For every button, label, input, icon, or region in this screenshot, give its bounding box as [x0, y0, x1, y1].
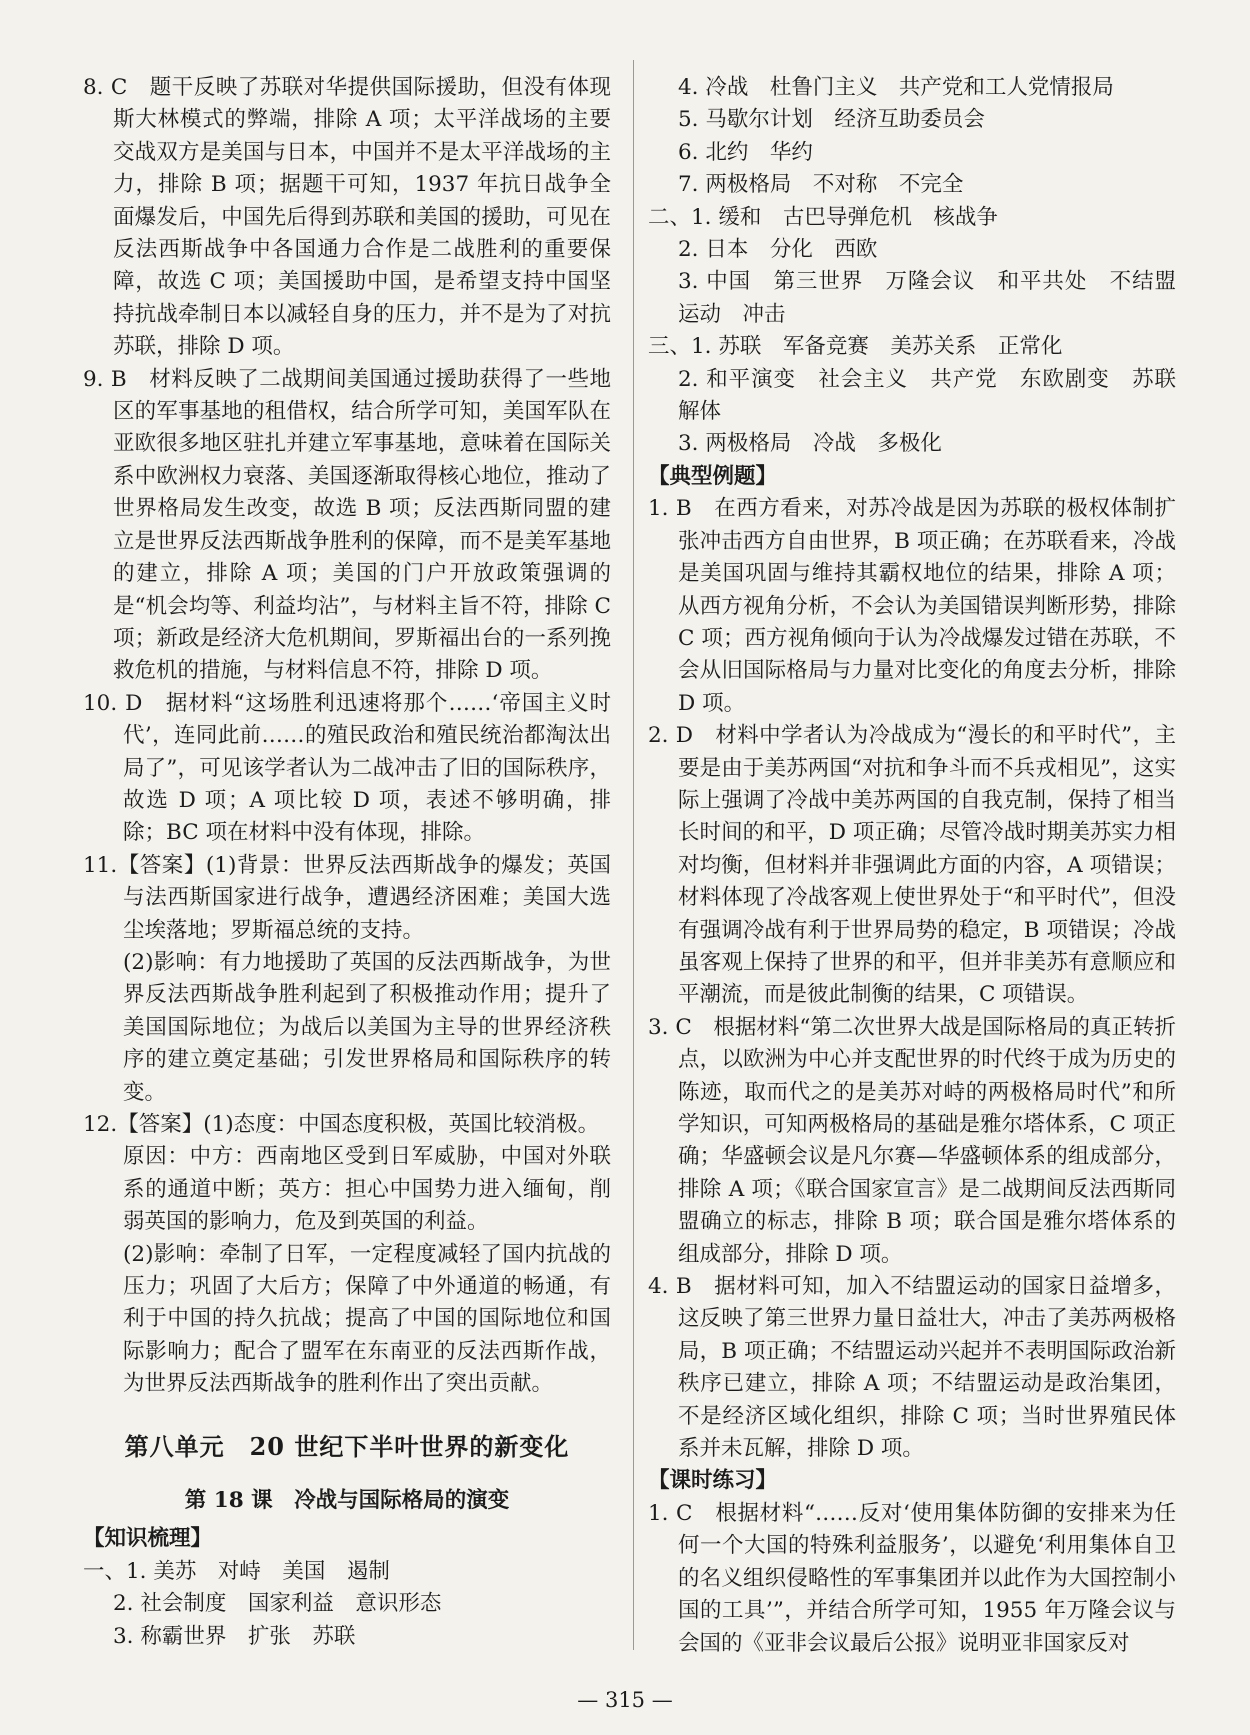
knowledge-item: 7. 两极格局 不对称 不完全 [678, 172, 964, 198]
knowledge-item: 3. 称霸世界 扩张 苏联 [113, 1623, 356, 1649]
answer-q11-part2: (2)影响：有力地援助了英国的反法西斯战争，为世界反法西斯战争胜利起到了积极推动作用；提升了美国国际地位；为战后以美国为主导的世界经济秩序的建立奠定基础；引发世界格局和国际秩序的转变。 [123, 949, 611, 1105]
example-answer-4: 4. B 据材料可知，加入不结盟运动的国家日益增多，这反映了第三世界力量日益壮大，冲击了美苏两极格局，B 项正确；不结盟运动兴起并不表明国际政治新秩序已建立，排除 A 项；不结盟运动是政治集团，不是经济区域化组织，排除 C 项；当时世界殖民体系并未瓦解，排除 D 项。 [648, 1274, 1176, 1462]
knowledge-item: 3. 两极格局 冷战 多极化 [678, 431, 942, 457]
knowledge-item: 三、1. 苏联 军备竞赛 美苏关系 正常化 [648, 334, 1063, 360]
knowledge-item: 二、1. 缓和 古巴导弹危机 核战争 [648, 204, 998, 230]
answer-q12-part3: (2)影响：牵制了日军，一定程度减轻了国内抗战的压力；巩固了大后方；保障了中外通道的畅通，有利于中国的持久抗战；提高了中国的国际地位和国际影响力；配合了盟军在东南亚的反法西斯作战，为世界反法西斯战争的胜利作出了突出贡献。 [123, 1241, 611, 1397]
answer-q11-part1: 11.【答案】(1)背景：世界反法西斯战争的爆发；英国与法西斯国家进行战争，遭遇经济困难；美国大选尘埃落地；罗斯福总统的支持。 [83, 852, 611, 943]
page-number: — 315 — [577, 1688, 673, 1712]
answer-q12-part1: 12.【答案】(1)态度：中国态度积极，英国比较消极。 [83, 1112, 600, 1137]
answer-q9: 9. B 材料反映了二战期间美国通过援助获得了一些地区的军事基地的租借权，结合所学可知，美国军队在亚欧很多地区驻扎并建立军事基地，意味着在国际关系中欧洲权力衰落、美国逐渐取得核心地位，推动了世界格局发生改变，故选 B 项；反法西斯同盟的建立是世界反法西斯战争胜利的保障，而不是美军基地的建立，排除 A 项；美国的门户开放政策强调的是“机会均等、利益均沾”，与材料主旨不符，排除 C 项；新政是经济大危机期间，罗斯福出台的一系列挽救危机的措施，与材料信息不符，排除 D 项。 [83, 366, 611, 684]
example-answer-3: 3. C 根据材料“第二次世界大战是国际格局的真正转折点，以欧洲为中心并支配世界的时代终于成为历史的陈迹，取而代之的是美苏对峙的两极格局时代”和所学知识，可知两极格局的基础是雅尔塔体系，C 项正确；华盛顿会议是凡尔赛—华盛顿体系的组成部分，排除 A 项；《联合国家宣言》是二战期间反法西斯同盟确立的标志，排除 B 项；联合国是雅尔塔体系的组成部分，排除 D 项。 [648, 1014, 1176, 1267]
knowledge-item: 一、1. 美苏 对峙 美国 遏制 [83, 1558, 390, 1584]
answer-q8: 8. C 题干反映了苏联对华提供国际援助，但没有体现斯大林模式的弊端，排除 A 项；太平洋战场的主要交战双方是美国与日本，中国并不是太平洋战场的主力，排除 B 项；据题干可知，1937 年抗日战争全面爆发后，中国先后得到苏联和美国的援助，可见在反法西斯战争中各国通力合作是二战胜利的重要保障，故选 C 项；美国援助中国，是希望支持中国坚持抗战牵制日本以减轻自身的压力，并不是为了对抗苏联，排除 D 项。 [83, 75, 611, 360]
knowledge-item: 3. 中国 第三世界 万隆会议 和平共处 不结盟运动 冲击 [678, 269, 1176, 327]
knowledge-item: 2. 社会制度 国家利益 意识形态 [113, 1591, 442, 1617]
knowledge-item: 6. 北约 华约 [678, 139, 813, 165]
answer-q10: 10. D 据材料“这场胜利迅速将那个……‘帝国主义时代’，连同此前……的殖民政治和殖民统治都淘汰出局了”，可见该学者认为二战冲击了旧的国际秩序，故选 D 项；A 项比较 D 项，表述不够明确，排除；BC 项在材料中没有体现，排除。 [83, 690, 611, 846]
practice-answer-1: 1. C 根据材料“……反对‘使用集体防御的安排来为任何一个大国的特殊利益服务’，以避免‘利用集体自卫的名义组织侵略性的军事集团并以此作为大国控制小国的工具’”，并结合所学可知，1955 年万隆会议与会国的《亚非会议最后公报》说明亚非国家反对 [648, 1500, 1176, 1656]
section-heading-knowledge: 【知识梳理】 [83, 1526, 213, 1552]
left-column [83, 72, 611, 1653]
column-divider [633, 60, 634, 1650]
answer-q12-part2: 原因：中方：西南地区受到日军威胁，中国对外联系的通道中断；英方：担心中国势力进入缅甸，削弱英国的影响力，危及到英国的利益。 [123, 1144, 611, 1235]
knowledge-item: 2. 和平演变 社会主义 共产党 东欧剧变 苏联解体 [678, 366, 1176, 425]
example-answer-1: 1. B 在西方看来，对苏冷战是因为苏联的极权体制扩张冲击西方自由世界，B 项正确；在苏联看来，冷战是美国巩固与维持其霸权地位的结果，排除 A 项；从西方视角分析，不会认为美国错误判断形势，排除 C 项；西方视角倾向于认为冷战爆发过错在苏联，不会从旧国际格局与力量对比变化的角度去分析，排除 D 项。 [648, 496, 1176, 716]
unit-title: 第八单元 20 世纪下半叶世界的新变化 [124, 1431, 570, 1461]
right-column [648, 72, 1176, 1660]
lesson-title: 第 18 课 冷战与国际格局的演变 [184, 1488, 510, 1514]
knowledge-item: 5. 马歇尔计划 经济互助委员会 [678, 107, 985, 133]
section-heading-practice: 【课时练习】 [648, 1468, 778, 1494]
knowledge-item: 4. 冷战 杜鲁门主义 共产党和工人党情报局 [678, 75, 1114, 100]
section-heading-examples: 【典型例题】 [648, 463, 778, 489]
knowledge-item: 2. 日本 分化 西欧 [678, 237, 878, 263]
example-answer-2: 2. D 材料中学者认为冷战成为“漫长的和平时代”，主要是由于美苏两国“对抗和争斗而不兵戎相见”，这实际上强调了冷战中美苏两国的自我克制，保持了相当长时间的和平，D 项正确；尽管冷战时期美苏实力相对均衡，但材料并非强调此方面的内容，A 项错误；材料体现了冷战客观上使世界处于“和平时代”，但没有强调冷战有利于世界局势的稳定，B 项错误；冷战虽客观上保持了世界的和平，但并非美苏有意顺应和平潮流，而是彼此制衡的结果，C 项错误。 [648, 723, 1176, 1008]
